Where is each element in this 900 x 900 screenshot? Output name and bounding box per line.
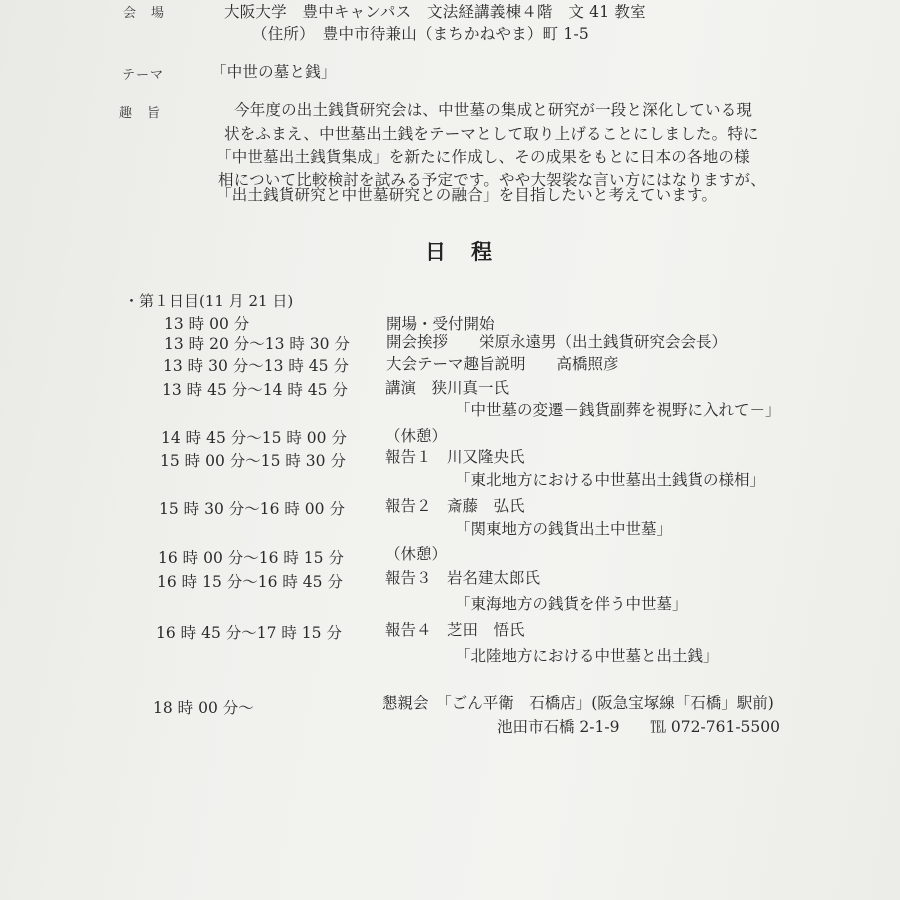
schedule-event: 報告２ 斎藤 弘氏 bbox=[385, 497, 525, 515]
schedule-event: 開会挨拶 栄原永遠男（出土銭貨研究会会長） bbox=[386, 333, 728, 351]
schedule-time: 13 時 30 分～13 時 45 分 bbox=[163, 357, 349, 375]
schedule-event: 報告３ 岩名建太郎氏 bbox=[385, 569, 541, 587]
schedule-event: （休憩） bbox=[385, 545, 448, 563]
purpose-line: 今年度の出土銭貨研究会は、中世墓の集成と研究が一段と深化している現 bbox=[234, 101, 753, 119]
schedule-time: 16 時 00 分～16 時 15 分 bbox=[158, 549, 344, 567]
schedule-time: 18 時 00 分～ bbox=[153, 699, 254, 717]
venue-line-2: （住所） 豊中市待兼山（まちかねやま）町 1-5 bbox=[252, 25, 589, 43]
schedule-detail: 「東海地方の銭貨を伴う中世墓」 bbox=[455, 595, 688, 613]
schedule-detail: 「中世墓の変遷－銭貨副葬を視野に入れて－」 bbox=[455, 401, 781, 419]
schedule-time: 13 時 00 分 bbox=[164, 315, 250, 333]
theme-value: 「中世の墓と銭」 bbox=[211, 63, 337, 81]
schedule-detail: 「関東地方の銭貨出土中世墓」 bbox=[455, 520, 673, 538]
schedule-detail: 「北陸地方における中世墓と出土銭」 bbox=[455, 647, 719, 665]
purpose-line: 状をふまえ、中世墓出土銭をテーマとして取り上げることにしました。特に bbox=[224, 125, 759, 143]
schedule-event: 講演 狭川真一氏 bbox=[385, 379, 510, 397]
venue-label: 会 場 bbox=[123, 6, 166, 21]
purpose-line: 「中世墓出土銭貨集成」を新たに作成し、その成果をもとに日本の各地の様 bbox=[216, 148, 750, 166]
schedule-event: 報告１ 川又隆央氏 bbox=[385, 448, 525, 466]
schedule-event: 報告４ 芝田 悟氏 bbox=[385, 621, 525, 639]
theme-label: テーマ bbox=[122, 68, 165, 83]
schedule-time: 13 時 45 分～14 時 45 分 bbox=[162, 381, 348, 399]
schedule-time: 15 時 30 分～16 時 00 分 bbox=[159, 500, 345, 518]
venue-line-1: 大阪大学 豊中キャンパス 文法経講義棟４階 文 41 教室 bbox=[224, 3, 646, 21]
schedule-detail: 池田市石橋 2-1-9 ℡ 072-761-5500 bbox=[497, 718, 781, 736]
schedule-time: 13 時 20 分～13 時 30 分 bbox=[164, 335, 350, 353]
schedule-time: 15 時 00 分～15 時 30 分 bbox=[160, 452, 346, 470]
purpose-line: 「出土銭貨研究と中世墓研究との融合」を目指したいと考えています。 bbox=[216, 186, 718, 204]
schedule-detail: 「東北地方における中世墓出土銭貨の様相」 bbox=[455, 471, 766, 489]
schedule-event: 懇親会 「ごん平衛 石橋店」(阪急宝塚線「石橋」駅前) bbox=[382, 694, 774, 712]
schedule-time: 16 時 45 分～17 時 15 分 bbox=[156, 624, 342, 642]
schedule-time: 16 時 15 分～16 時 45 分 bbox=[157, 573, 343, 591]
schedule-event: 開場・受付開始 bbox=[386, 315, 495, 333]
purpose-line: 相について比較検討を試みる予定です。やや大袈裟な言い方にはなりますが、 bbox=[218, 171, 766, 189]
schedule-heading: 日 程 bbox=[425, 239, 494, 264]
schedule-event: 大会テーマ趣旨説明 高橋照彦 bbox=[386, 355, 619, 373]
day-label: ・第１日目(11 月 21 日) bbox=[124, 292, 294, 310]
purpose-label: 趣 旨 bbox=[119, 106, 162, 121]
schedule-time: 14 時 45 分～15 時 00 分 bbox=[161, 429, 347, 447]
schedule-event: （休憩） bbox=[385, 427, 448, 445]
